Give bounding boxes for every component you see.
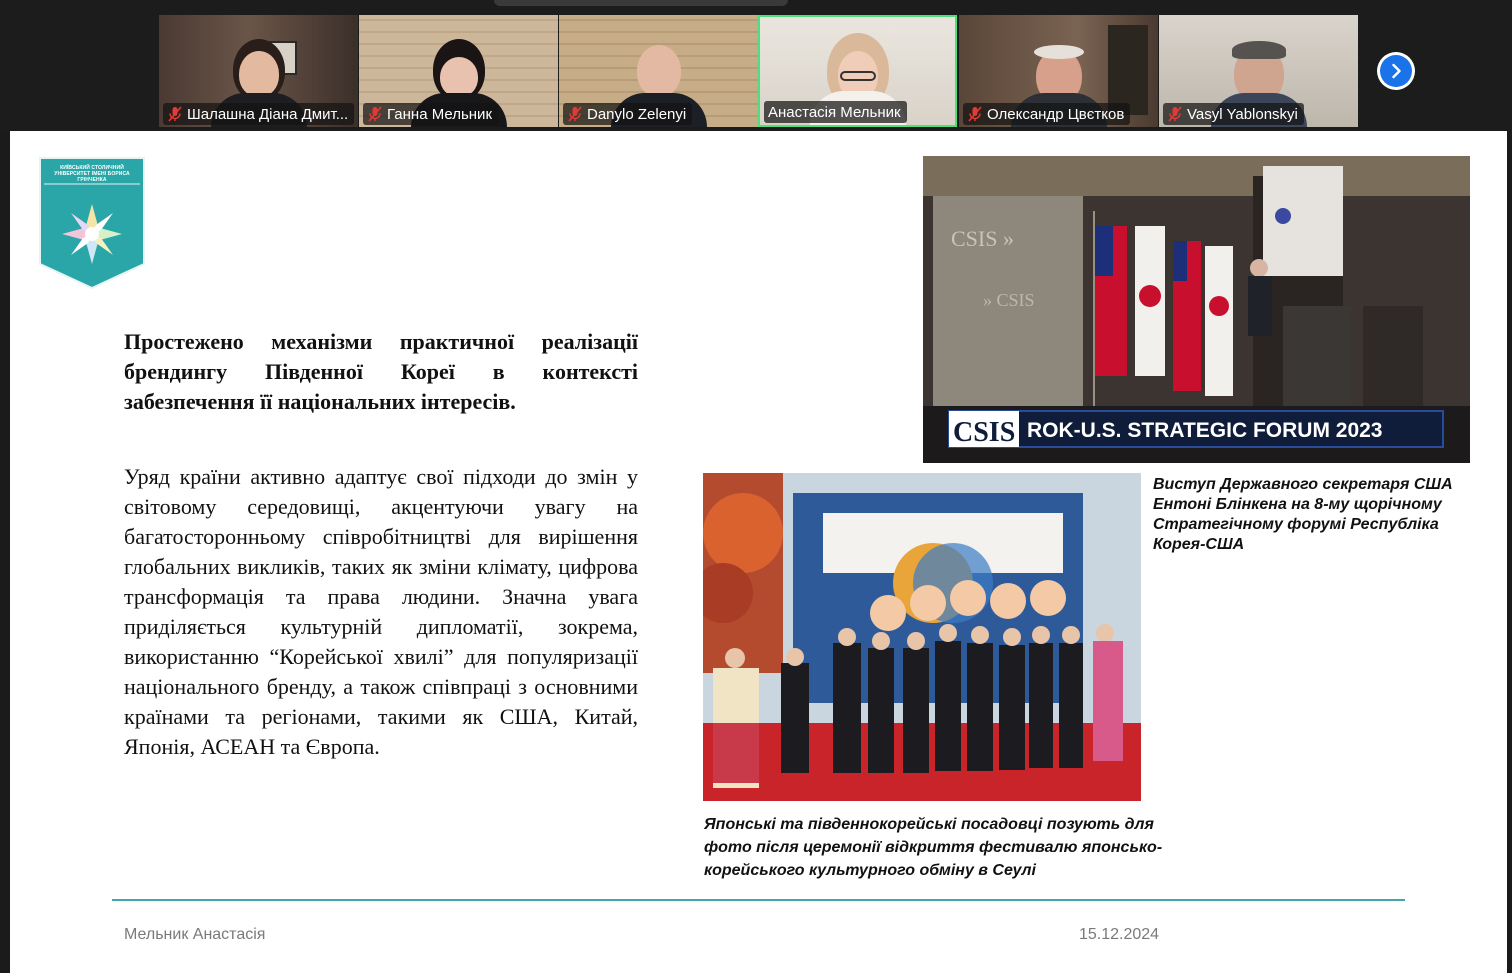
university-name: КИЇВСЬКИЙ СТОЛИЧНИЙ УНІВЕРСИТЕТ ІМЕНІ БОРИСА ГРІНЧЕНКА [54, 165, 130, 183]
mic-off-icon [367, 106, 383, 122]
mic-off-icon [567, 106, 583, 122]
participant-strip [0, 0, 1512, 131]
next-participants-button[interactable] [1377, 52, 1415, 90]
csis-forum-photo [923, 156, 1470, 463]
meeting-controls-handle[interactable] [494, 0, 788, 6]
slide-body-text: Уряд країни активно адаптує свої підходи до змін у світовому середовищі, акцентуючи увагу на багатосторонньому співробітництві для вирішення глобальних викликів, таких як зміни клімату, цифрова трансформація та права людини. Значна увага приділяється культурній дипломатії, зокрема, використанню “Корейської хвилі” для популяризації національного бренду, а також співпраці з основними країнами та регіонами, такими як США, Китай, Японія, АСЕАН та Європа. [124, 464, 638, 759]
participant-name-bar [163, 103, 354, 125]
mic-off-icon [1167, 106, 1183, 122]
participant-name-bar [1163, 103, 1304, 125]
participant-tile[interactable] [1159, 15, 1358, 127]
photo-caption-forum: Виступ Державного секретаря США Ентоні Блінкена на 8-му щорічному Стратегічному форумі Республіка Корея-США [1153, 476, 1453, 553]
participant-tile[interactable] [359, 15, 558, 127]
svg-text:» CSIS: » CSIS [983, 290, 1035, 310]
festival-photo [703, 473, 1141, 801]
participant-name: Олександр Цвєтков [987, 105, 1125, 123]
participant-name-bar [764, 101, 907, 123]
photo-caption-festival: Японські та південнокорейські посадовці позують для фото після церемонії відкриття фестивалю японсько-корейського культурного обміну в Сеулі [704, 816, 1163, 879]
forum-banner-title: ROK-U.S. STRATEGIC FORUM 2023 [1027, 419, 1383, 442]
mic-off-icon [167, 106, 183, 122]
participant-name: Шалашна Діана Дмит... [187, 105, 349, 123]
participant-name: Vasyl Yablonskyi [1187, 105, 1298, 123]
participant-tile-active[interactable] [758, 15, 957, 127]
participant-name-bar [963, 103, 1130, 125]
csis-banner-logo: CSIS [953, 417, 1016, 448]
participant-tile[interactable] [959, 15, 1158, 127]
footer-date: 15.12.2024 [1079, 926, 1160, 943]
footer-divider [112, 899, 1405, 901]
participant-name: Ганна Мельник [387, 105, 492, 123]
slide-heading: Простежено механізми практичної реалізації брендингу Південної Кореї в контексті забезпечення її національних інтересів. [124, 329, 638, 414]
footer-author: Мельник Анастасія [124, 926, 266, 943]
participant-tile[interactable] [159, 15, 358, 127]
participant-name: Danylo Zelenyi [587, 105, 687, 123]
participant-name-bar [363, 103, 498, 125]
participant-name: Анастасія Мельник [768, 103, 901, 121]
chevron-right-icon [1387, 62, 1405, 80]
mic-off-icon [967, 106, 983, 122]
participant-tile[interactable] [559, 15, 758, 127]
shared-slide [10, 131, 1507, 973]
svg-text:CSIS »: CSIS » [951, 226, 1014, 251]
participant-name-bar [563, 103, 692, 125]
university-logo [38, 156, 146, 290]
